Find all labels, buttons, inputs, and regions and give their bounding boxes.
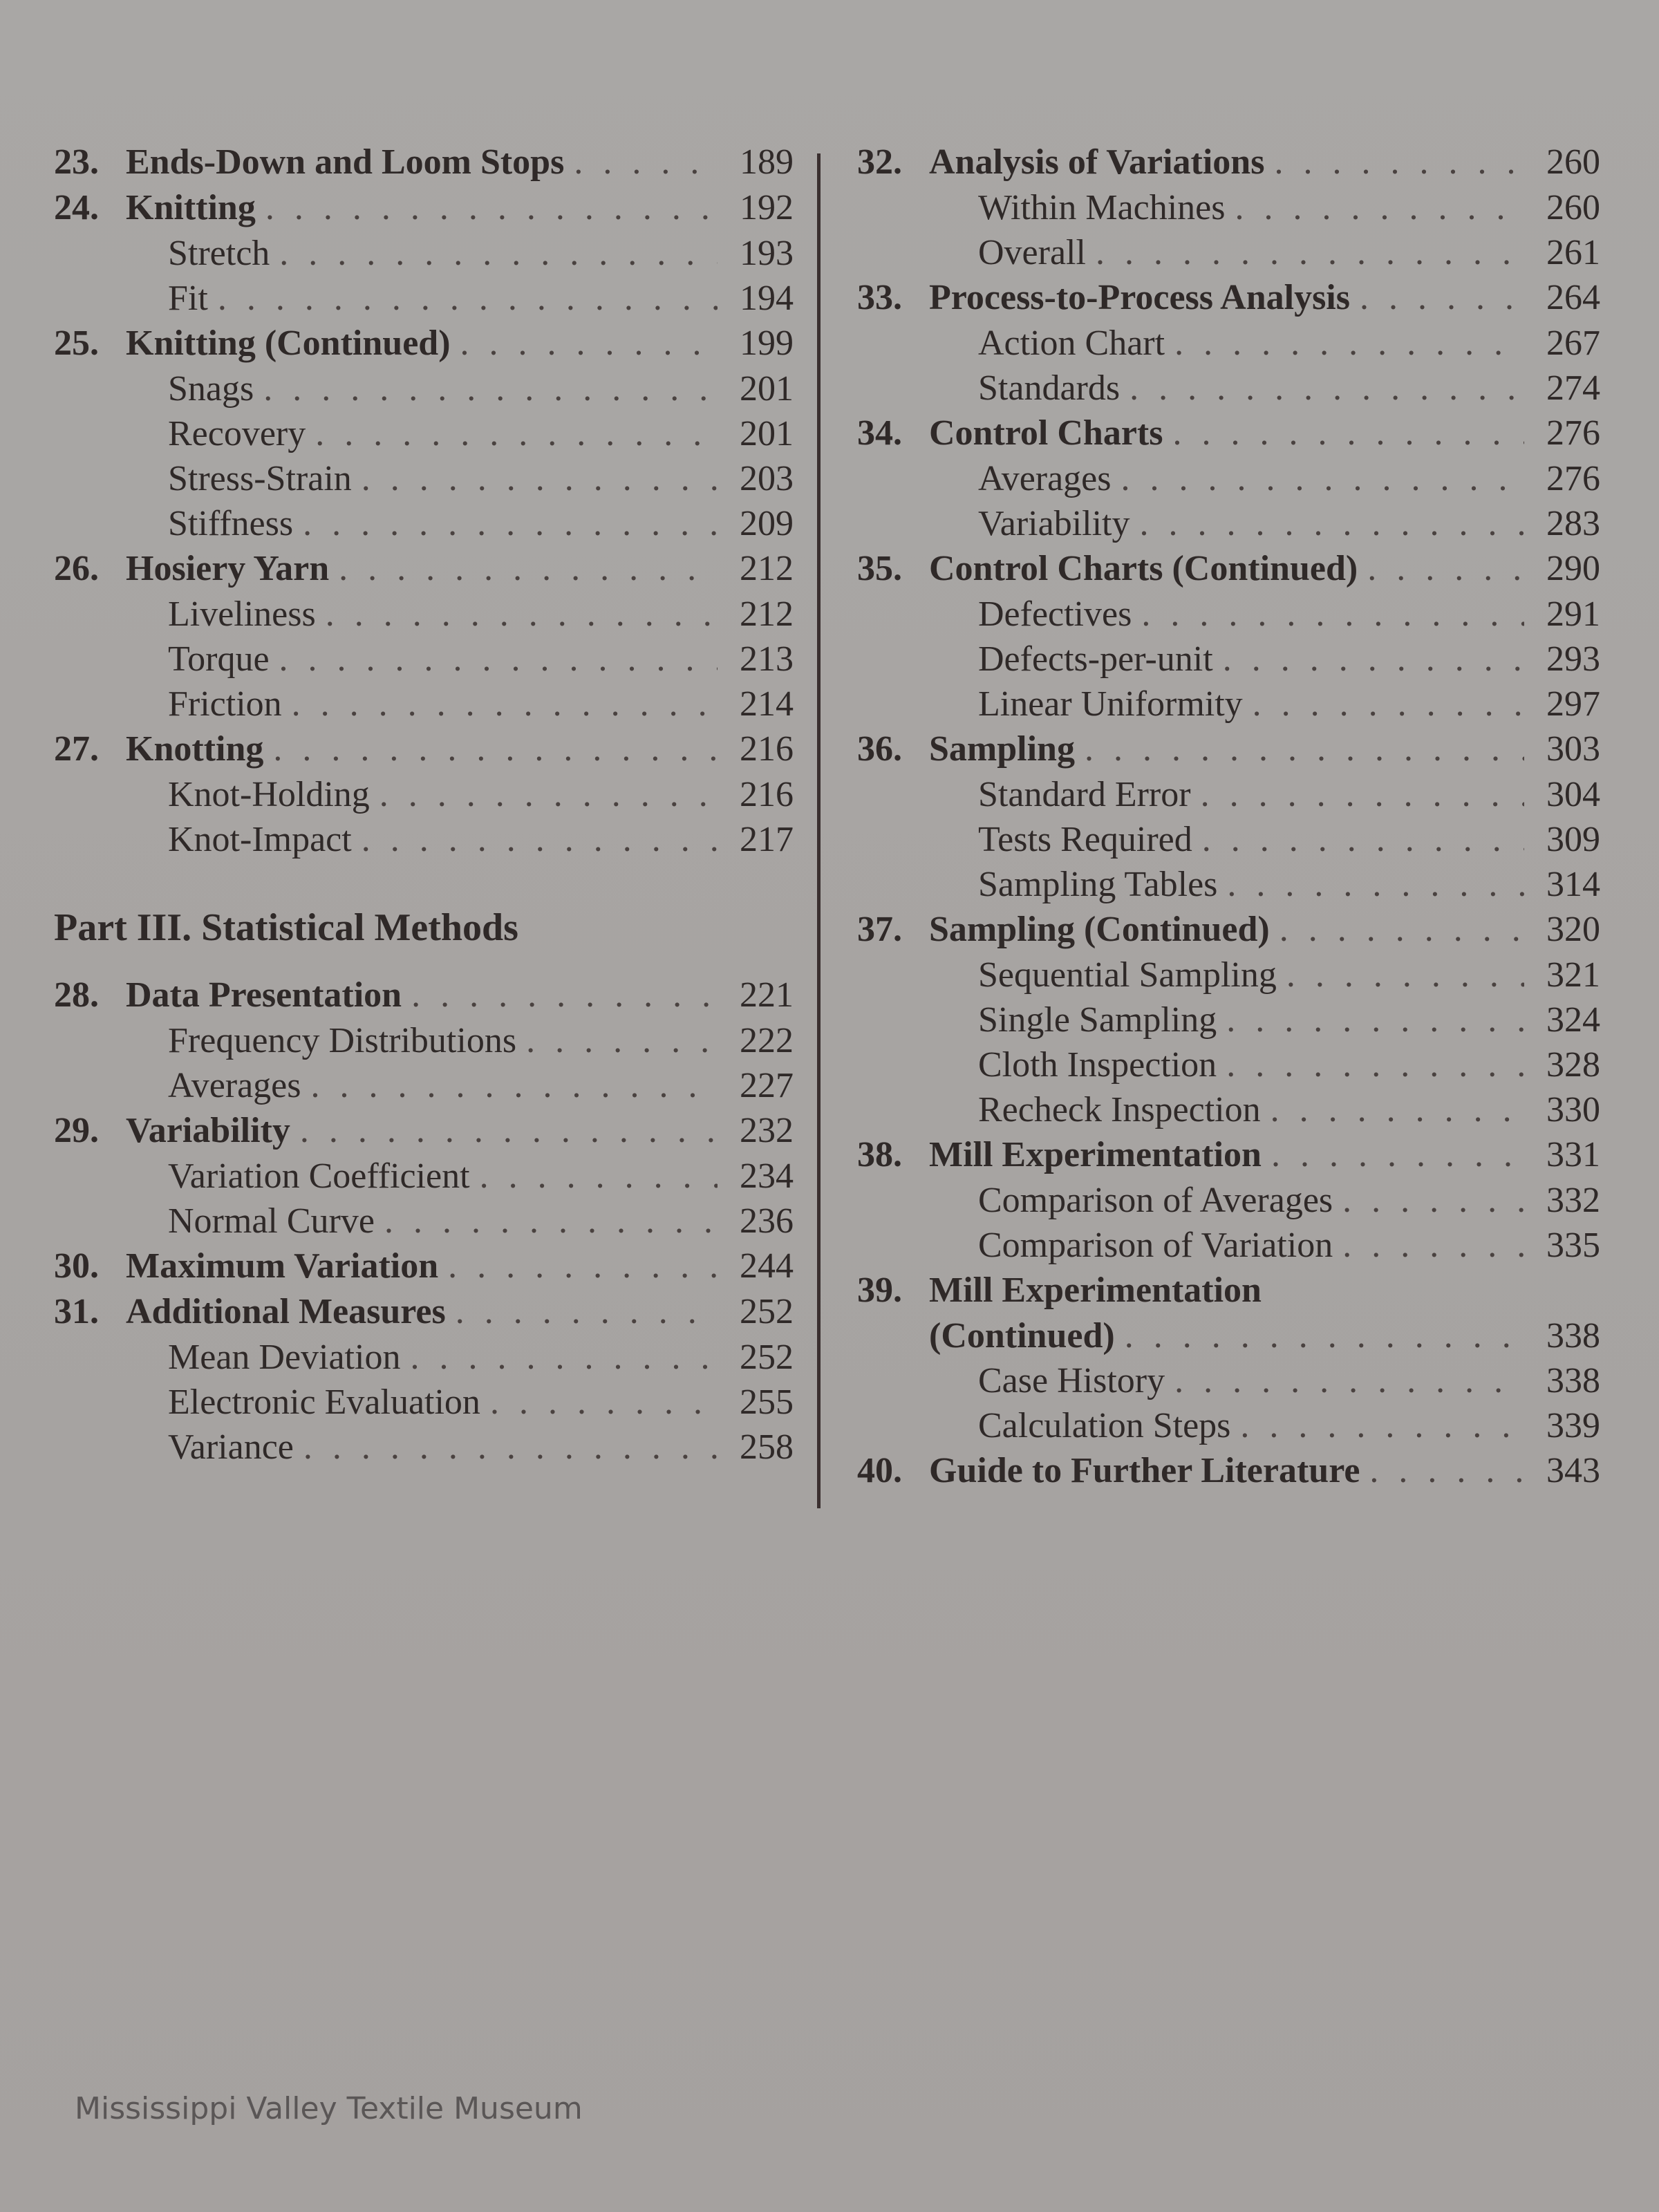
page-number: 331 (1546, 1135, 1600, 1174)
subentry (857, 1000, 1600, 1044)
subentry-title: Cloth Inspection (978, 1045, 1217, 1085)
dot-leader (1253, 684, 1524, 724)
dot-leader (410, 1337, 718, 1378)
chapter-title: Sampling (929, 729, 1075, 769)
toc-chapter (857, 1134, 1600, 1270)
subentry (54, 639, 794, 684)
page-number: 201 (740, 369, 794, 409)
subentry (857, 1044, 1600, 1089)
page-number: 203 (740, 459, 794, 498)
page-number: 328 (1546, 1045, 1600, 1085)
page-number: 330 (1546, 1090, 1600, 1130)
subentry-title: Electronic Evaluation (168, 1382, 480, 1422)
dot-leader (311, 1065, 718, 1106)
chapter-number: 36. (857, 729, 902, 769)
chapter-title: Mill Experimentation (929, 1271, 1262, 1310)
chapter-heading (857, 729, 1600, 774)
chapter-number: 39. (857, 1271, 902, 1310)
subentry (54, 413, 794, 458)
museum-watermark: Mississippi Valley Textile Museum (75, 2091, 583, 2126)
toc-chapter (54, 142, 794, 187)
dot-leader (574, 142, 718, 182)
subentry-title: Defectives (978, 594, 1132, 634)
page-number: 232 (740, 1111, 794, 1150)
toc-right-entries (857, 142, 1600, 1270)
part-heading: Part III. Statistical Methods (54, 906, 518, 949)
page-number: 194 (740, 279, 794, 318)
dot-leader (362, 458, 718, 499)
subentry-title: Averages (168, 1066, 301, 1105)
chapter-heading (54, 1110, 794, 1156)
subentry-title: Frequency Distributions (168, 1021, 517, 1060)
subentry-title: Case History (978, 1361, 1165, 1400)
subentry-title: Comparison of Variation (978, 1226, 1333, 1265)
subentry (54, 1382, 794, 1427)
page-number: 222 (740, 1021, 794, 1060)
subentry (857, 187, 1600, 232)
page-number: 252 (740, 1338, 794, 1377)
chapter-number: 34. (857, 413, 902, 453)
chapter-number: 31. (54, 1292, 99, 1331)
subentry-title: Single Sampling (978, 1000, 1217, 1040)
subentry (857, 955, 1600, 1000)
chapter-heading (857, 1270, 1600, 1315)
subentry-title: Friction (168, 684, 282, 724)
dot-leader (1369, 1450, 1524, 1491)
toc-left-column (54, 142, 794, 1472)
toc-right-column (857, 142, 1600, 1496)
toc-chapter (857, 142, 1600, 277)
page-number: 321 (1546, 955, 1600, 995)
toc-chapter-39 (857, 1270, 1600, 1450)
subentry (54, 684, 794, 729)
toc-chapter (54, 548, 794, 729)
dot-leader (1271, 1089, 1524, 1130)
subentry-title: Liveliness (168, 594, 316, 634)
subentry-title: Variance (168, 1427, 294, 1467)
page-number: 244 (740, 1246, 794, 1286)
chapter-title: Mill Experimentation (929, 1135, 1262, 1174)
page-number: 216 (740, 775, 794, 814)
subentry (857, 1360, 1600, 1405)
page-number: 234 (740, 1156, 794, 1196)
dot-leader (1240, 1405, 1524, 1446)
subentry-title: Snags (168, 369, 254, 409)
chapter-number: 40. (857, 1451, 902, 1490)
chapter-heading (857, 548, 1600, 594)
dot-leader (1226, 1044, 1524, 1085)
chapter-number: 27. (54, 729, 99, 769)
dot-leader (1280, 909, 1524, 950)
page-number: 338 (1546, 1316, 1600, 1356)
dot-leader (1141, 594, 1524, 635)
toc-chapter (54, 729, 794, 864)
subentry (857, 684, 1600, 729)
page-number: 297 (1546, 684, 1600, 724)
toc-chapter (54, 1110, 794, 1246)
chapter-title-line2: (Continued) (929, 1316, 1115, 1356)
toc-chapter (857, 413, 1600, 548)
subentry (54, 1201, 794, 1246)
subentry-title: Within Machines (978, 188, 1226, 227)
chapter-title: Hosiery Yarn (126, 549, 330, 588)
subentry-title: Variability (978, 504, 1130, 543)
column-divider (817, 153, 821, 1508)
toc-left-entries (54, 142, 794, 864)
toc-chapter (857, 909, 1600, 1134)
dot-leader (1174, 1360, 1524, 1401)
chapter-title: Control Charts (929, 413, 1163, 453)
dot-leader (1096, 232, 1524, 273)
subentry (857, 1225, 1600, 1270)
chapter-number: 25. (54, 324, 99, 363)
page-number: 261 (1546, 233, 1600, 272)
dot-leader (1174, 323, 1524, 364)
chapter-heading (857, 1450, 1600, 1496)
subentry-title: Standard Error (978, 775, 1191, 814)
chapter-title: Guide to Further Literature (929, 1451, 1360, 1490)
page-number: 260 (1546, 142, 1600, 182)
dot-leader (1226, 1000, 1524, 1040)
chapter-number: 32. (857, 142, 902, 182)
subentry (857, 819, 1600, 864)
page-number: 290 (1546, 549, 1600, 588)
page-number: 255 (740, 1382, 794, 1422)
subentry (54, 1337, 794, 1382)
toc-chapter-40 (857, 1450, 1600, 1496)
chapter-heading (857, 1134, 1600, 1180)
dot-leader (303, 1427, 718, 1468)
chapter-title: Ends-Down and Loom Stops (126, 142, 565, 182)
subentry-title: Fit (168, 279, 208, 318)
page-number: 276 (1546, 413, 1600, 453)
subentry (54, 1156, 794, 1201)
subentry-title: Recheck Inspection (978, 1090, 1261, 1130)
subentry-title: Torque (168, 639, 270, 679)
page-number: 221 (740, 975, 794, 1015)
dot-leader (448, 1246, 718, 1286)
subentry-title: Mean Deviation (168, 1338, 401, 1377)
chapter-number: 37. (857, 910, 902, 949)
subentry-title: Sequential Sampling (978, 955, 1277, 995)
dot-leader (263, 368, 718, 409)
chapter-title: Data Presentation (126, 975, 402, 1015)
page-number: 199 (740, 324, 794, 363)
toc-chapter (857, 729, 1600, 909)
subentry (54, 1427, 794, 1472)
dot-leader (292, 684, 718, 724)
subentry-title: Overall (978, 233, 1086, 272)
subentry (857, 1405, 1600, 1450)
dot-leader (339, 548, 718, 589)
chapter-heading (857, 277, 1600, 323)
chapter-title: Knitting (126, 188, 256, 227)
page-number: 227 (740, 1066, 794, 1105)
subentry-title: Knot-Impact (168, 820, 352, 859)
dot-leader (1227, 864, 1524, 905)
chapter-number: 30. (54, 1246, 99, 1286)
chapter-heading (54, 1291, 794, 1337)
dot-leader (279, 233, 718, 274)
subentry-title: Normal Curve (168, 1201, 375, 1241)
subentry-title: Defects-per-unit (978, 639, 1213, 679)
subentry (857, 368, 1600, 413)
subentry (54, 819, 794, 864)
page-number: 216 (740, 729, 794, 769)
dot-leader (490, 1382, 718, 1423)
subentry (54, 278, 794, 323)
dot-leader (1271, 1134, 1524, 1175)
page-number: 214 (740, 684, 794, 724)
dot-leader (1125, 1315, 1524, 1356)
chapter-title: Process-to-Process Analysis (929, 278, 1350, 317)
subentry (857, 774, 1600, 819)
subentry (54, 458, 794, 503)
chapter-title: Sampling (Continued) (929, 910, 1270, 949)
page-number: 339 (1546, 1406, 1600, 1445)
subentry-title: Stretch (168, 234, 270, 273)
page-number: 213 (740, 639, 794, 679)
page-number: 217 (740, 820, 794, 859)
dot-leader (1342, 1225, 1524, 1266)
subentry-title: Tests Required (978, 820, 1192, 859)
page-number: 304 (1546, 775, 1600, 814)
subentry-title: Recovery (168, 414, 306, 453)
chapter-heading (54, 187, 794, 233)
dot-leader (326, 594, 718, 635)
subentry (857, 639, 1600, 684)
dot-leader (411, 975, 718, 1015)
dot-leader (1130, 368, 1524, 409)
dot-leader (1201, 774, 1524, 815)
chapter-heading (54, 323, 794, 368)
page-number: 335 (1546, 1226, 1600, 1265)
chapter-heading (54, 975, 794, 1020)
chapter-heading (857, 142, 1600, 187)
subentry (54, 594, 794, 639)
subentry-title: Stiffness (168, 504, 294, 543)
page-number: 291 (1546, 594, 1600, 634)
subentry-title: Knot-Holding (168, 775, 370, 814)
subentry (54, 1065, 794, 1110)
subentry-title: Action Chart (978, 324, 1165, 363)
page-number: 264 (1546, 278, 1600, 317)
toc-chapter (54, 323, 794, 548)
chapter-title: Knotting (126, 729, 264, 769)
dot-leader (460, 323, 718, 364)
page-number: 320 (1546, 910, 1600, 949)
toc-chapter (54, 975, 794, 1110)
toc-left-entries-part-three (54, 975, 794, 1472)
subentry (857, 503, 1600, 548)
subentry-title: Linear Uniformity (978, 684, 1243, 724)
chapter-title-continued (857, 1315, 1600, 1360)
chapter-number: 35. (857, 549, 902, 588)
toc-chapter (857, 548, 1600, 729)
chapter-heading (857, 413, 1600, 458)
chapter-number: 28. (54, 975, 99, 1015)
chapter-number: 23. (54, 142, 99, 182)
dot-leader (1140, 503, 1524, 544)
page-number: 252 (740, 1292, 794, 1331)
dot-leader (1121, 458, 1525, 499)
subentry (54, 1020, 794, 1065)
dot-leader (1172, 413, 1524, 453)
toc-chapter (54, 1246, 794, 1291)
page-number: 209 (740, 504, 794, 543)
page-number: 274 (1546, 368, 1600, 408)
subentry (857, 864, 1600, 909)
page-number: 212 (740, 594, 794, 634)
chapter-heading (857, 909, 1600, 955)
subentry-title: Sampling Tables (978, 865, 1218, 904)
dot-leader (1235, 187, 1525, 228)
page-number: 258 (740, 1427, 794, 1467)
dot-leader (1360, 277, 1524, 318)
subentry-title: Calculation Steps (978, 1406, 1231, 1445)
dot-leader (1342, 1180, 1524, 1221)
dot-leader (384, 1201, 718, 1241)
page-number: 267 (1546, 324, 1600, 363)
chapter-title: Knitting (Continued) (126, 324, 451, 363)
page-number: 309 (1546, 820, 1600, 859)
dot-leader (379, 774, 718, 815)
dot-leader (1367, 548, 1524, 589)
chapter-number: 38. (857, 1135, 902, 1174)
chapter-heading (54, 548, 794, 594)
chapter-number: 33. (857, 278, 902, 317)
dot-leader (273, 729, 718, 769)
toc-chapter (54, 1291, 794, 1472)
page-number: 212 (740, 549, 794, 588)
page-number: 193 (740, 234, 794, 273)
subentry-title: Variation Coefficient (168, 1156, 470, 1196)
dot-leader (265, 187, 718, 228)
dot-leader (300, 1110, 718, 1151)
dot-leader (362, 819, 718, 860)
page-number: 303 (1546, 729, 1600, 769)
subentry-title: Comparison of Averages (978, 1181, 1333, 1220)
page-number: 338 (1546, 1361, 1600, 1400)
dot-leader (1274, 142, 1524, 182)
chapter-title: Variability (126, 1111, 290, 1150)
subentry (857, 458, 1600, 503)
page-number: 189 (740, 142, 794, 182)
page-number: 332 (1546, 1181, 1600, 1220)
subentry (857, 594, 1600, 639)
chapter-heading (54, 1246, 794, 1291)
subentry (54, 233, 794, 278)
subentry-title: Standards (978, 368, 1121, 408)
chapter-number: 24. (54, 188, 99, 227)
subentry (857, 1089, 1600, 1134)
dot-leader (456, 1291, 718, 1332)
subentry (54, 368, 794, 413)
page-number: 324 (1546, 1000, 1600, 1040)
subentry (857, 232, 1600, 277)
dot-leader (303, 503, 718, 544)
dot-leader (1085, 729, 1524, 769)
chapter-title: Additional Measures (126, 1292, 446, 1331)
subentry-title: Averages (978, 459, 1112, 498)
toc-chapter (54, 187, 794, 323)
dot-leader (1286, 955, 1524, 995)
toc-chapter (857, 277, 1600, 413)
dot-leader (526, 1020, 718, 1061)
chapter-heading (54, 142, 794, 187)
chapter-number: 29. (54, 1111, 99, 1150)
chapter-title: Control Charts (Continued) (929, 549, 1358, 588)
dot-leader (480, 1156, 718, 1197)
chapter-title: Maximum Variation (126, 1246, 439, 1286)
chapter-number: 26. (54, 549, 99, 588)
page-number: 283 (1546, 504, 1600, 543)
page-number: 276 (1546, 459, 1600, 498)
subentry (54, 503, 794, 548)
subentry (857, 1180, 1600, 1225)
subentries (857, 1360, 1600, 1450)
subentry-title: Stress-Strain (168, 459, 352, 498)
dot-leader (1223, 639, 1524, 679)
page-number: 201 (740, 414, 794, 453)
page-number: 343 (1546, 1451, 1600, 1490)
page-number: 236 (740, 1201, 794, 1241)
subentry (54, 774, 794, 819)
page-number: 192 (740, 188, 794, 227)
chapter-heading (54, 729, 794, 774)
dot-leader (315, 413, 718, 454)
page-number: 260 (1546, 188, 1600, 227)
page-number: 314 (1546, 865, 1600, 904)
chapter-title: Analysis of Variations (929, 142, 1265, 182)
dot-leader (218, 278, 718, 319)
page-number: 293 (1546, 639, 1600, 679)
subentry (857, 323, 1600, 368)
dot-leader (1202, 819, 1524, 860)
dot-leader (279, 639, 718, 679)
